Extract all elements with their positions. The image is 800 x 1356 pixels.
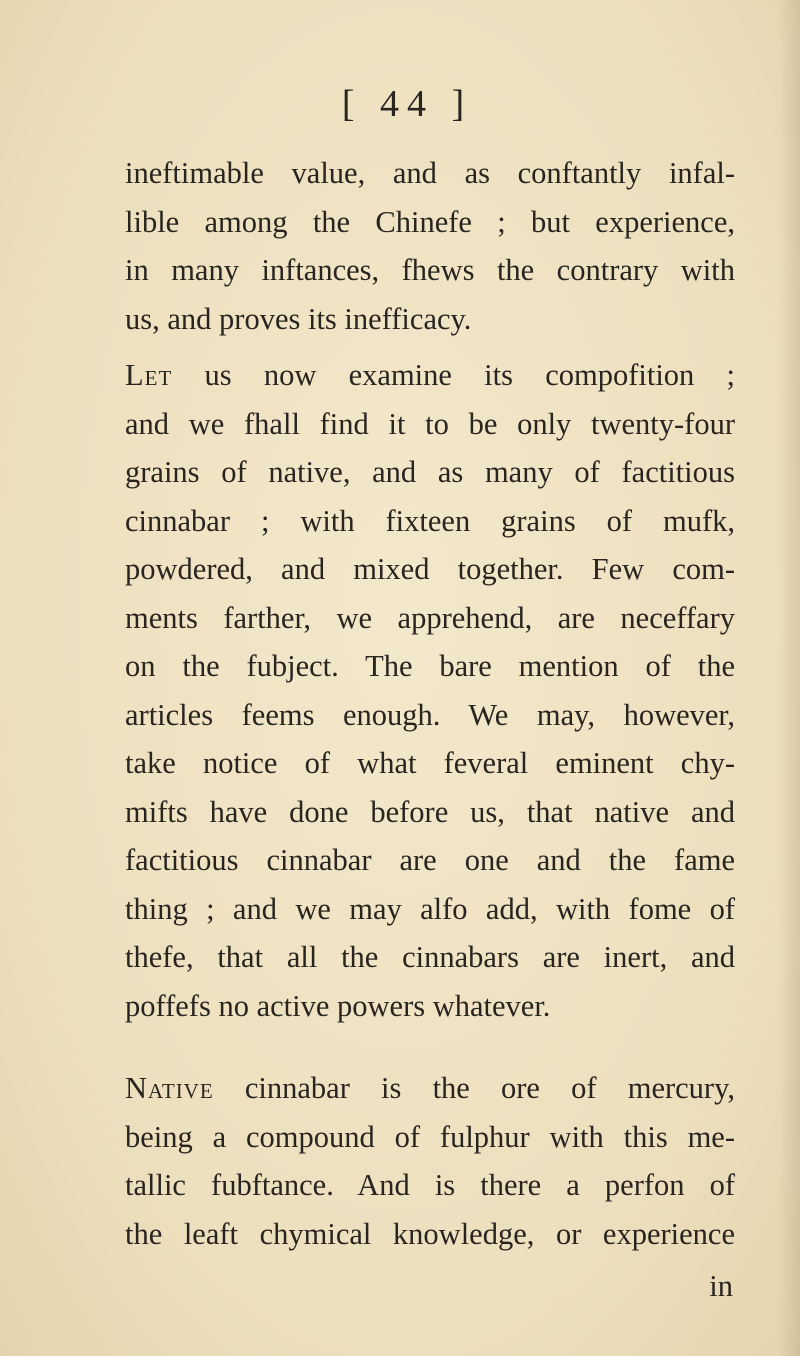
text-line: grains of native, and as many of factitious: [125, 455, 735, 489]
text-line: being a compound of fulphur with this me-: [125, 1119, 735, 1154]
text-line: thefe, that all the cinnabars are inert, and: [125, 940, 735, 974]
text-line: lible among the Chinefe ; but experience,: [125, 204, 735, 239]
text-line: and we fhall find it to be only twenty-four: [125, 406, 735, 441]
text-line: us, and proves its inefficacy.: [125, 301, 472, 336]
paragraph-3: [125, 1064, 735, 1258]
text-line: mifts have done before us, that native and: [125, 794, 735, 829]
text-line: in many inftances, fhews the contrary with: [125, 253, 735, 287]
text-line: cinnabar ; with fixteen grains of mufk,: [125, 503, 735, 538]
catchword-row: [125, 1262, 735, 1310]
page-number: [ 44 ]: [341, 83, 473, 125]
paragraph-2: [125, 351, 735, 1030]
text-line: poffefs no active powers whatever.: [125, 988, 551, 1023]
text-line-first: [125, 351, 735, 400]
text-line: thing ; and we may alfo add, with fome of: [125, 891, 735, 926]
paragraph-lead-word: Let: [125, 358, 173, 392]
text-line: the leaft chymical knowledge, or experience: [125, 1216, 735, 1251]
paragraph-1: [125, 149, 735, 343]
paragraph-lead-word: Native: [125, 1071, 214, 1105]
catchword: in: [709, 1269, 733, 1303]
text-line: ineftimable value, and as conftantly infal-: [125, 156, 735, 190]
text-line: take notice of what feveral eminent chy-: [125, 746, 735, 780]
text-line: ments farther, we apprehend, are neceffary: [125, 600, 735, 635]
text-line-rest: us now examine its compofition ;: [172, 358, 735, 392]
text-line: powdered, and mixed together. Few com-: [125, 552, 735, 586]
page-edge-shadow: [778, 0, 800, 1356]
text-line: factitious cinnabar are one and the fame: [125, 843, 735, 877]
text-line: on the fubject. The bare mention of the: [125, 649, 735, 683]
text-line-first: [125, 1064, 735, 1113]
text-line-rest: cinnabar is the ore of mercury,: [213, 1071, 735, 1105]
text-line: tallic fubftance. And is there a perfon of: [125, 1168, 735, 1202]
text-line: articles feems enough. We may, however,: [125, 697, 735, 732]
